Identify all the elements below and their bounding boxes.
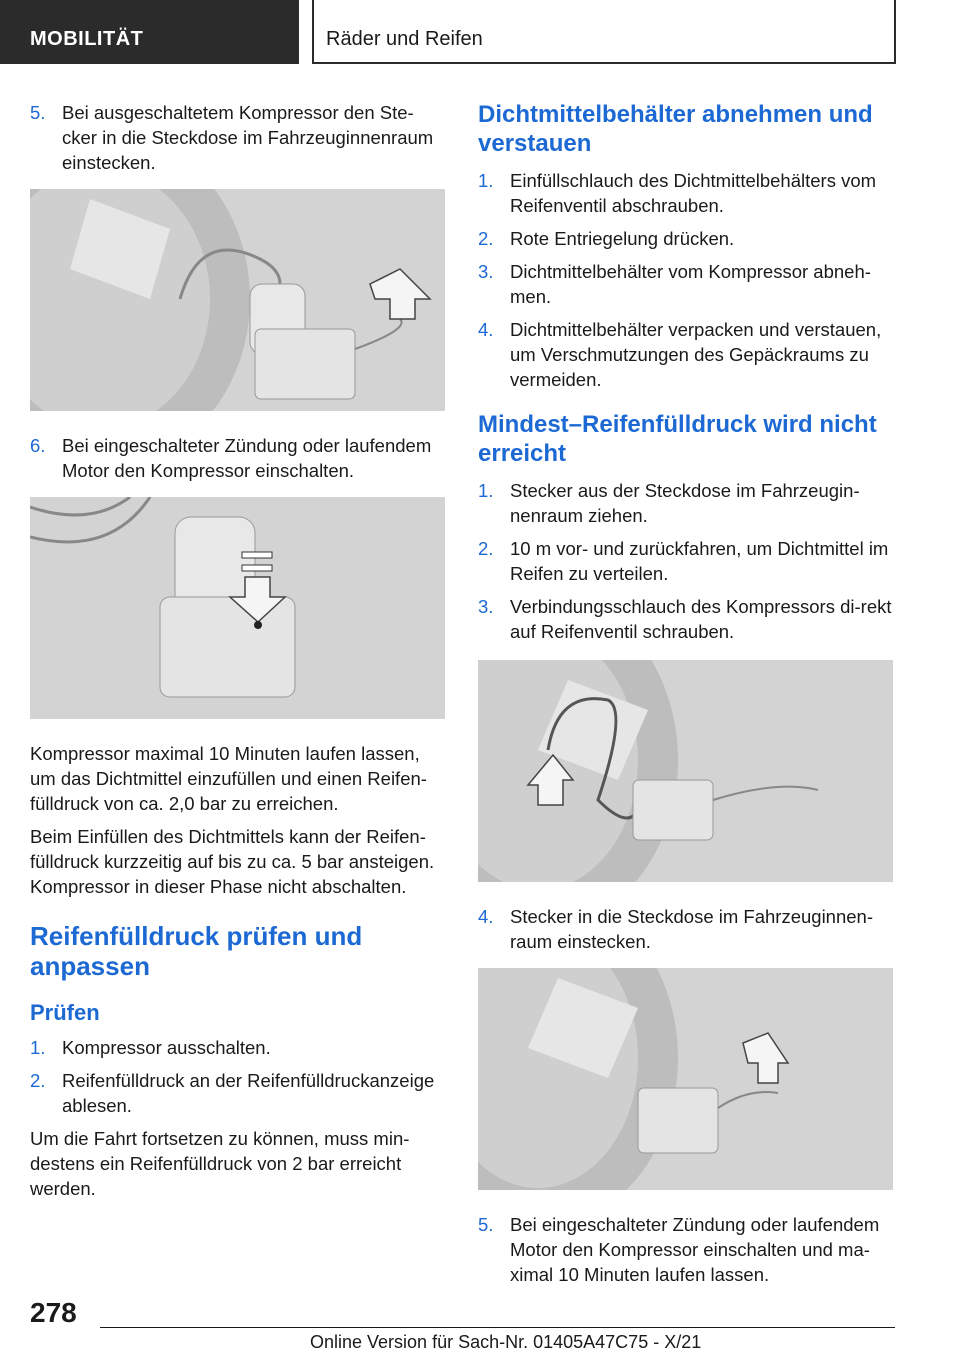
right-column — [478, 100, 896, 1295]
step-item — [478, 259, 896, 309]
step-item — [478, 536, 896, 586]
compressor-plug-figure — [478, 968, 893, 1190]
step-text: Stecker aus der Steckdose im Fahrzeugin‐nenraum ziehen. — [510, 480, 860, 526]
footer-divider — [100, 1327, 895, 1328]
step-item — [30, 433, 445, 483]
step-number: 3. — [478, 596, 494, 617]
step-number: 1. — [478, 170, 494, 191]
paragraph: Um die Fahrt fortsetzen zu können, muss min‐destens ein Reifenfülldruck von 2 bar erreicht werden. — [30, 1128, 410, 1199]
step-item — [30, 1035, 445, 1060]
step-number: 1. — [30, 1037, 46, 1058]
step-item — [478, 478, 896, 528]
step-text: Bei eingeschalteter Zündung oder laufendem Motor den Kompressor einschalten und ma‐ximal 10 Minuten laufen lassen. — [510, 1214, 880, 1285]
step-item — [478, 317, 896, 392]
section-heading: Dichtmittelbehälter abnehmen und verstauen — [478, 101, 873, 157]
step-item — [478, 168, 896, 218]
step-item — [478, 594, 896, 644]
step-number: 2. — [30, 1070, 46, 1091]
step-number: 4. — [478, 319, 494, 340]
chapter-title: Räder und Reifen — [312, 0, 896, 64]
step-text: Verbindungsschlauch des Kompressors di‐rekt auf Reifenventil schrauben. — [510, 596, 892, 642]
step-text: Kompressor ausschalten. — [62, 1037, 271, 1058]
section-tab: MOBILITÄT — [0, 0, 299, 64]
section-heading: Mindest–Reifenfülldruck wird nicht erreicht — [478, 411, 877, 467]
paragraph: Kompressor maximal 10 Minuten laufen lassen, um das Dichtmittel einzufüllen und einen Reifen‐fülldruck von ca. 2,0 bar zu erreichen. — [30, 743, 427, 814]
step-number: 2. — [478, 228, 494, 249]
step-number: 6. — [30, 435, 46, 456]
step-text: Dichtmittelbehälter verpacken und verstauen, um Verschmutzungen des Gepäckraums zu vermeiden. — [510, 319, 882, 390]
step-text: Reifenfülldruck an der Reifenfülldruckanzeige ablesen. — [62, 1070, 435, 1116]
step-number: 2. — [478, 538, 494, 559]
step-number: 4. — [478, 906, 494, 927]
step-text: Einfüllschlauch des Dichtmittelbehälters vom Reifenventil abschrauben. — [510, 170, 877, 216]
subsection-heading: Prüfen — [30, 1000, 100, 1025]
step-number: 1. — [478, 480, 494, 501]
step-item — [30, 1068, 445, 1118]
compressor-plug-figure — [30, 189, 445, 411]
compressor-switch-figure — [30, 497, 445, 719]
section-heading: Reifenfülldruck prüfen und anpassen — [30, 921, 363, 981]
step-item — [478, 904, 896, 954]
paragraph: Beim Einfüllen des Dichtmittels kann der Reifen‐fülldruck kurzzeitig auf bis zu ca. 5 bar ansteigen. Kompressor in dieser Phase nicht abschalten. — [30, 826, 435, 897]
step-item — [478, 1212, 896, 1287]
step-text: 10 m vor- und zurückfahren, um Dichtmittel im Reifen zu verteilen. — [510, 538, 889, 584]
page-number: 278 — [30, 1297, 77, 1328]
step-item — [478, 226, 896, 251]
page-header — [0, 0, 960, 66]
left-column — [30, 100, 445, 1209]
step-item — [30, 100, 445, 175]
step-text: Stecker in die Steckdose im Fahrzeuginnen‐raum einstecken. — [510, 906, 873, 952]
online-version-note: Online Version für Sach-Nr. 01405A47C75 - X/21 — [310, 1332, 702, 1352]
step-number: 5. — [30, 102, 46, 123]
step-number: 3. — [478, 261, 494, 282]
hose-valve-figure — [478, 660, 893, 882]
step-number: 5. — [478, 1214, 494, 1235]
step-text: Bei eingeschalteter Zündung oder laufendem Motor den Kompressor einschalten. — [62, 435, 432, 481]
step-text: Dichtmittelbehälter vom Kompressor abneh‐men. — [510, 261, 871, 307]
step-text: Rote Entriegelung drücken. — [510, 228, 735, 249]
step-text: Bei ausgeschaltetem Kompressor den Ste‐cker in die Steckdose im Fahrzeuginnenraum einstecken. — [62, 102, 434, 173]
